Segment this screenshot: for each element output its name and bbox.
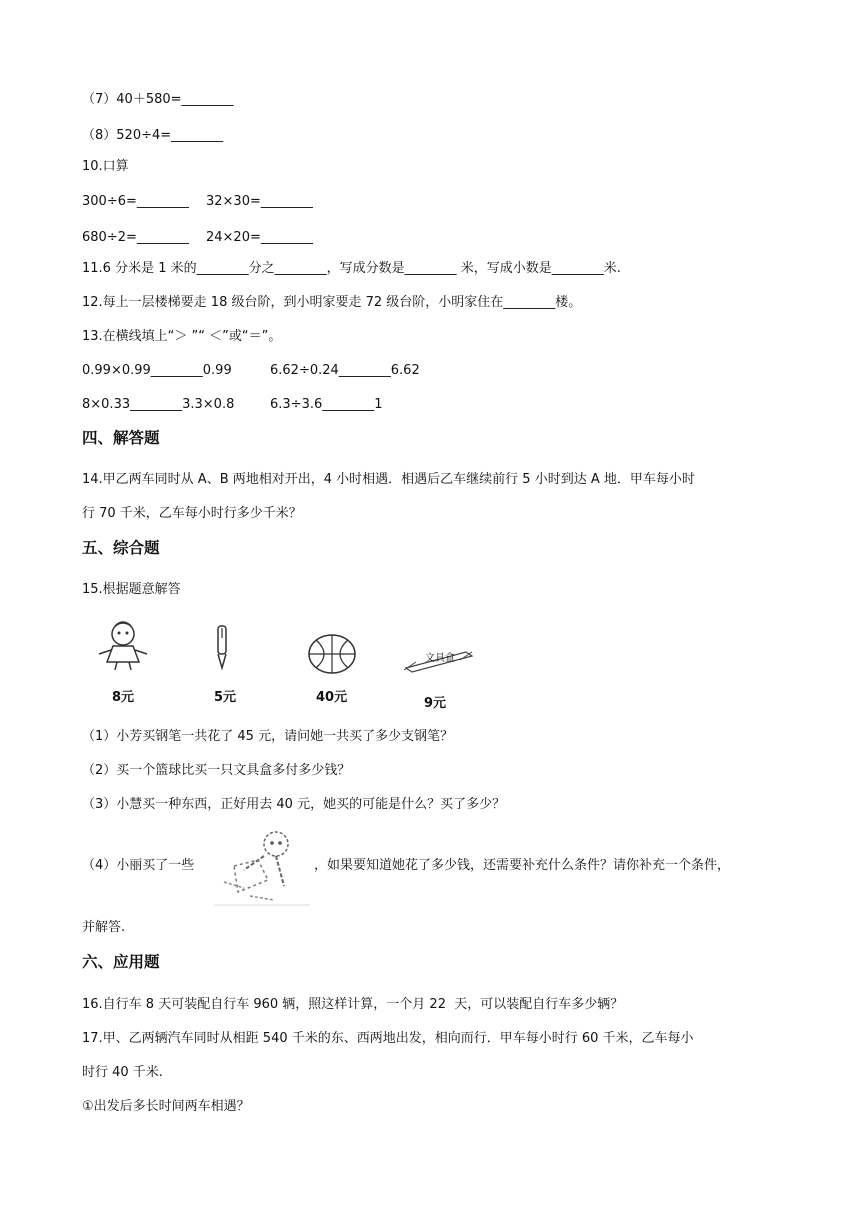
q17-line1: 17.甲、乙两辆汽车同时从相距 540 千米的东、西两地出发，相向而行．甲车每小时行 60 千米，乙车每小 — [82, 1031, 694, 1046]
q15-sub4-middle: ，如果要知道她花了多少钱，还需要补充什么条件？请你补充一个条件， — [314, 858, 731, 873]
q10-title: 10.口算 — [82, 159, 129, 174]
q13-r1c1: 0.99×0.99________0.99 — [82, 363, 232, 378]
q13-title: 13.在横线填上“＞ ”“ ＜”或“＝”。 — [82, 329, 282, 344]
q15-sub2: （2）买一个篮球比买一只文具盒多付多少钱？ — [82, 763, 351, 778]
q13-r1c2: 6.62÷0.24________6.62 — [270, 363, 420, 378]
q13-r2c2: 6.3÷3.6________1 — [270, 397, 383, 412]
basketball-picture — [306, 632, 358, 680]
q14-line2: 行 70 千米，乙车每小时行多少千米？ — [82, 506, 302, 521]
q11: 11.6 分米是 1 米的________分之________，写成分数是________ 米，写成小数是________米. — [82, 261, 621, 276]
q15-title: 15.根据题意解答 — [82, 582, 181, 597]
q12: 12.每上一层楼梯要走 18 级台阶，到小明家要走 72 级台阶，小明家住在________楼。 — [82, 295, 582, 310]
doll-sketch-picture — [214, 826, 310, 910]
section6-heading: 六、应用题 — [82, 953, 160, 971]
q15-sub4-start: （4）小丽买了一些 — [82, 858, 195, 873]
q15-sub1: （1）小芳买钢笔一共花了 45 元，请问她一共买了多少支钢笔？ — [82, 729, 454, 744]
q15-sub4-end: 并解答. — [82, 920, 126, 935]
pen-picture — [214, 624, 230, 674]
q10-r2c2: 24×20=________ — [206, 230, 313, 245]
section4-heading: 四、解答题 — [82, 429, 160, 447]
q14-line1: 14.甲乙两车同时从 A、B 两地相对开出，4 小时相遇．相遇后乙车继续前行 5 小时到达 A 地．甲车每小时 — [82, 472, 695, 487]
q16: 16.自行车 8 天可装配自行车 960 辆，照这样计算，一个月 22 天，可以装配自行车多少辆？ — [82, 997, 624, 1012]
section5-heading: 五、综合题 — [82, 539, 160, 557]
q9-item7: （7）40＋580=________ — [82, 92, 234, 107]
doll-price: 8元 — [112, 690, 135, 705]
q17-line2: 时行 40 千米. — [82, 1065, 163, 1080]
doll-picture — [95, 620, 151, 676]
basketball-price: 40元 — [316, 690, 348, 705]
q15-sub3: （3）小慧买一种东西，正好用去 40 元，她买的可能是什么？买了多少？ — [82, 797, 506, 812]
q10-r2c1: 680÷2=________ — [82, 230, 189, 245]
pen-price: 5元 — [214, 690, 237, 705]
q10-r1c2: 32×30=________ — [206, 194, 313, 209]
pencil-box-label: 文具盒 — [425, 653, 455, 664]
q17-sub1: ①出发后多长时间两车相遇？ — [82, 1099, 250, 1114]
q10-r1c1: 300÷6=________ — [82, 194, 189, 209]
q9-item8: （8）520÷4=________ — [82, 128, 224, 143]
q13-r2c1: 8×0.33________3.3×0.8 — [82, 397, 235, 412]
pencil-box-price: 9元 — [424, 696, 447, 711]
